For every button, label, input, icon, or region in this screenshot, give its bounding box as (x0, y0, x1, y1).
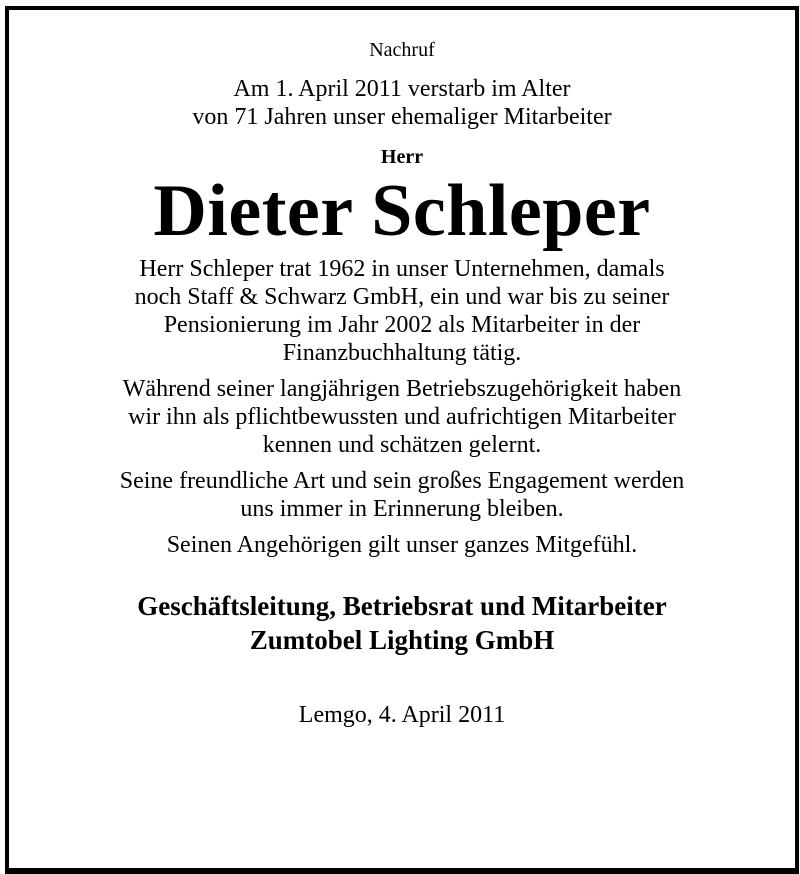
intro-text (9, 75, 795, 131)
honorific: Herr (380, 146, 424, 168)
signature-block (9, 589, 795, 657)
paragraph-line: Pensionierung im Jahr 2002 als Mitarbeiter in der (163, 312, 641, 338)
notice-border (5, 6, 799, 874)
signature-line: Geschäftsleitung, Betriebsrat und Mitarbeiter (137, 591, 667, 621)
paragraph-line: Während seiner langjährigen Betriebszugehörigkeit haben (122, 376, 682, 402)
notice-heading: Nachruf (369, 39, 435, 61)
bottom-rule (9, 868, 795, 870)
company-name: Zumtobel Lighting GmbH (249, 625, 555, 655)
place-date: Lemgo, 4. April 2011 (298, 702, 506, 728)
paragraph-line: Seinen Angehörigen gilt unser ganzes Mitgefühl. (166, 532, 638, 558)
paragraph-line: Seine freundliche Art und sein großes Engagement werden (119, 468, 685, 494)
paragraph-condolence (9, 531, 795, 559)
paragraph-line: Herr Schleper trat 1962 in unser Unternehmen, damals (139, 256, 665, 282)
paragraph-line: wir ihn als pflichtbewussten und aufrichtigen Mitarbeiter (128, 404, 676, 430)
paragraph-remembrance (9, 467, 795, 523)
paragraph-line: uns immer in Erinnerung bleiben. (240, 496, 564, 522)
paragraph-line: kennen und schätzen gelernt. (262, 432, 542, 458)
paragraph-line: Finanzbuchhaltung tätig. (282, 340, 522, 366)
intro-line: von 71 Jahren unser ehemaliger Mitarbeiter (192, 104, 612, 130)
intro-line: Am 1. April 2011 verstarb im Alter (233, 76, 571, 102)
paragraph-appreciation (9, 375, 795, 459)
paragraph-line: noch Staff & Schwarz GmbH, ein und war bis zu seiner (134, 284, 670, 310)
deceased-name: Dieter Schleper (153, 170, 651, 252)
obituary-notice (9, 10, 795, 729)
paragraph-career (9, 255, 795, 367)
